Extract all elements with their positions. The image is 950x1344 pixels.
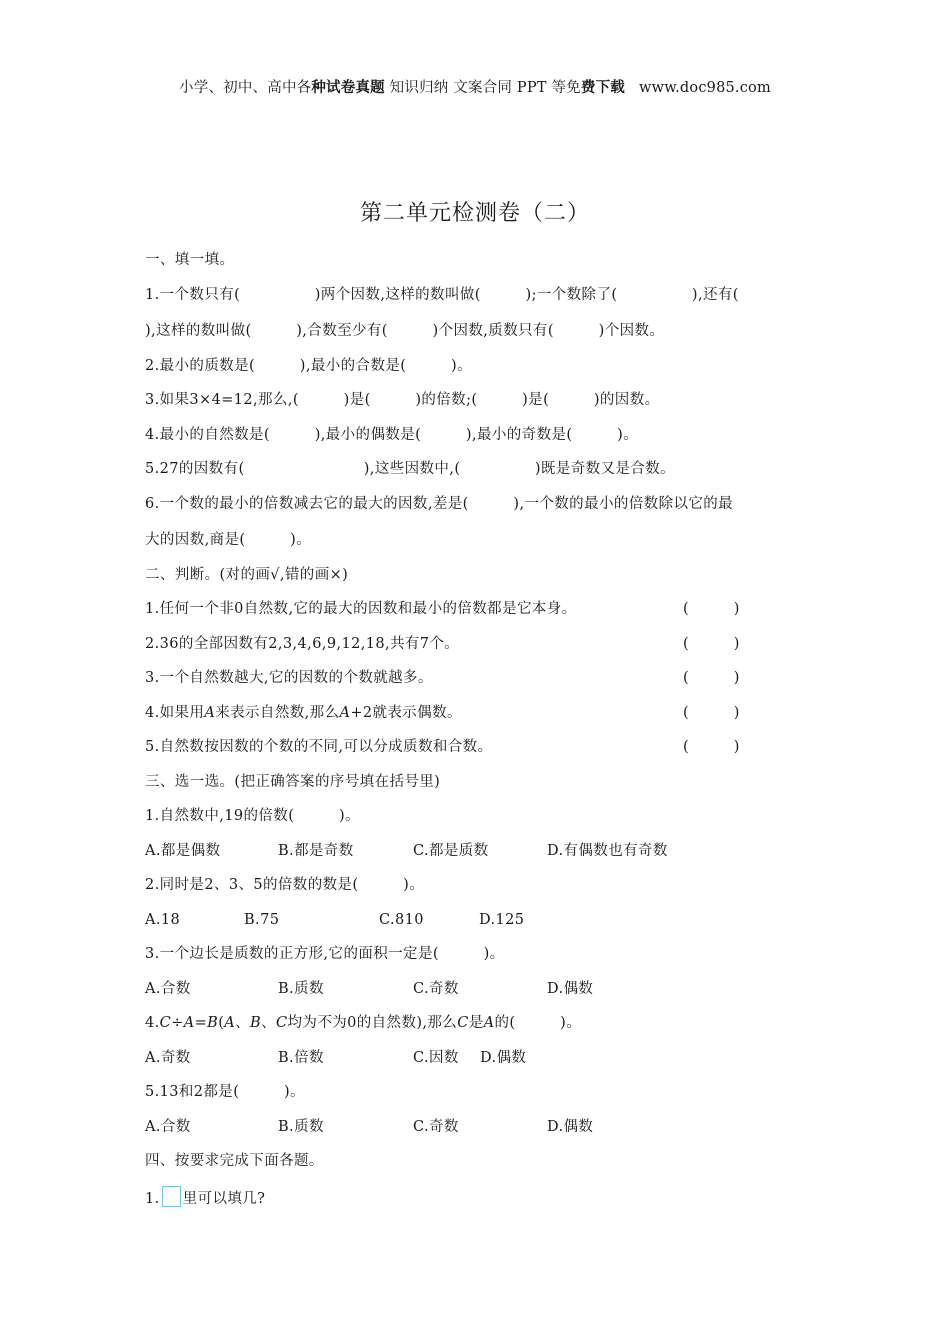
option-d[interactable]: D.偶数	[480, 1049, 527, 1066]
header-seg2: 种试卷真题	[311, 79, 385, 96]
s4-q1-text: 里可以填几?	[182, 1190, 266, 1207]
s4-q1-number: 1.	[145, 1190, 160, 1207]
s1-line-2: ),这样的数叫做( ),合数至少有( )个因数,质数只有( )个因数。	[145, 323, 665, 339]
option-c[interactable]: C.因数	[413, 1049, 459, 1066]
option-a[interactable]: A.合数	[145, 980, 191, 997]
answer-paren-2[interactable]: ( )	[683, 635, 740, 652]
choice-q5: 5.13和2都是( )。	[145, 1084, 305, 1100]
judge-item-3	[145, 668, 815, 703]
answer-paren-4[interactable]: ( )	[683, 704, 740, 721]
s4-q1	[145, 1186, 815, 1221]
judge-text-3: 3.一个自然数越大,它的因数的个数就越多。	[145, 670, 433, 686]
option-a[interactable]: A.都是偶数	[145, 842, 221, 859]
option-b[interactable]: B.倍数	[278, 1049, 324, 1066]
choice-q3: 3.一个边长是质数的正方形,它的面积一定是( )。	[145, 946, 505, 962]
choice-q3-options	[145, 979, 815, 1014]
judge-item-2	[145, 634, 815, 669]
judge-item-1	[145, 599, 815, 634]
option-c[interactable]: C.都是质数	[413, 842, 489, 859]
option-a[interactable]: A.合数	[145, 1118, 191, 1135]
choice-q1-options	[145, 841, 815, 876]
s1-line-6: 5.27的因数有( ),这些因数中,( )既是奇数又是合数。	[145, 461, 676, 477]
section3-heading: 三、选一选。(把正确答案的序号填在括号里)	[145, 773, 441, 790]
option-c[interactable]: C.810	[379, 911, 424, 928]
judge-text-1: 1.任何一个非0自然数,它的最大的因数和最小的倍数都是它本身。	[145, 601, 577, 617]
page-header	[0, 76, 950, 97]
s1-line-7: 6.一个数的最小的倍数减去它的最大的因数,差是( ),一个数的最小的倍数除以它的最	[145, 495, 734, 512]
page-title: 第二单元检测卷（二）	[359, 201, 590, 226]
option-a[interactable]: A.奇数	[145, 1049, 191, 1066]
judge-item-4	[145, 703, 815, 738]
option-b[interactable]: B.75	[244, 911, 280, 928]
judge-text-4: 4.如果用A来表示自然数,那么A+2就表示偶数。	[145, 704, 462, 721]
choice-q4-options	[145, 1048, 815, 1083]
section2-heading: 二、判断。(对的画√,错的画×)	[145, 566, 349, 583]
answer-paren-1[interactable]: ( )	[683, 601, 740, 617]
option-b[interactable]: B.质数	[278, 1118, 324, 1135]
header-seg3: 知识归纳	[384, 80, 449, 96]
option-d[interactable]: D.偶数	[547, 1118, 594, 1135]
s1-line-4: 3.如果3×4=12,那么,( )是( )的倍数;( )是( )的因数。	[145, 392, 660, 408]
option-d[interactable]: D.有偶数也有奇数	[547, 842, 668, 859]
exam-content	[145, 250, 815, 1220]
header-seg5: 费下载	[580, 79, 625, 96]
s1-line-8: 大的因数,商是( )。	[145, 532, 312, 548]
blank-box[interactable]	[162, 1186, 181, 1207]
choice-q1: 1.自然数中,19的倍数( )。	[145, 808, 360, 824]
choice-q2: 2.同时是2、3、5的倍数的数是( )。	[145, 877, 425, 893]
header-seg1: 小学、初中、高中各	[179, 80, 312, 96]
option-b[interactable]: B.质数	[278, 980, 324, 997]
choice-q2-options	[145, 910, 815, 945]
choice-q5-options	[145, 1117, 815, 1152]
option-a[interactable]: A.18	[145, 911, 181, 928]
judge-text-5: 5.自然数按因数的个数的不同,可以分成质数和合数。	[145, 739, 493, 755]
s1-line-3: 2.最小的质数是( ),最小的合数是( )。	[145, 357, 472, 374]
choice-q4: 4.C÷A=B(A、B、C均为不为0的自然数),那么C是A的( )。	[145, 1015, 582, 1031]
answer-paren-5[interactable]: ( )	[683, 739, 740, 755]
option-c[interactable]: C.奇数	[413, 980, 459, 997]
header-seg4: 文案合同 PPT 等免	[448, 80, 581, 96]
judge-text-2: 2.36的全部因数有2,3,4,6,9,12,18,共有7个。	[145, 635, 460, 652]
header-url[interactable]: www.doc985.com	[639, 80, 771, 96]
judge-item-5	[145, 737, 815, 772]
option-b[interactable]: B.都是奇数	[278, 842, 354, 859]
s1-line-1: 1.一个数只有( )两个因数,这样的数叫做( );一个数除了( ),还有(	[145, 286, 739, 303]
section4-heading: 四、按要求完成下面各题。	[145, 1153, 324, 1169]
option-d[interactable]: D.偶数	[547, 980, 594, 997]
s1-line-5: 4.最小的自然数是( ),最小的偶数是( ),最小的奇数是( )。	[145, 426, 639, 443]
option-d[interactable]: D.125	[479, 911, 525, 928]
answer-paren-3[interactable]: ( )	[683, 670, 740, 686]
section1-heading: 一、填一填。	[145, 252, 235, 268]
option-c[interactable]: C.奇数	[413, 1118, 459, 1135]
